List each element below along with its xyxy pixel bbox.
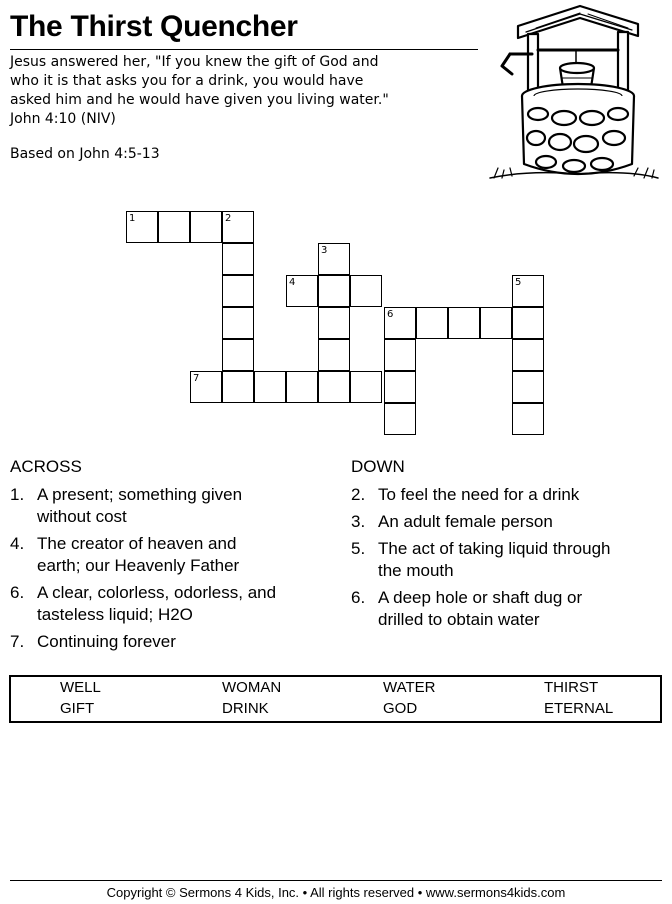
down-heading: DOWN — [351, 457, 405, 476]
clue-number: 6 — [387, 309, 394, 320]
clue-line: A present; something given — [37, 485, 243, 504]
crossword-cell[interactable] — [222, 275, 254, 307]
across-clue — [10, 533, 340, 577]
clue-line: the mouth — [378, 561, 454, 580]
clue-line: A deep hole or shaft dug or — [378, 588, 583, 607]
crossword-cell[interactable] — [318, 371, 350, 403]
down-clue — [351, 587, 661, 631]
crossword-cell[interactable] — [318, 339, 350, 371]
clue-line: The act of taking liquid through — [378, 539, 611, 558]
word-bank-word: GOD — [383, 700, 418, 717]
word-bank-word: GIFT — [60, 700, 95, 717]
crossword-cell[interactable] — [512, 403, 544, 435]
crossword-cell[interactable] — [384, 403, 416, 435]
clue-index: 5. — [351, 539, 366, 558]
clue-number: 1 — [129, 213, 136, 224]
clue-index: 6. — [10, 583, 25, 602]
across-heading: ACROSS — [10, 457, 82, 476]
crossword-cell[interactable] — [318, 307, 350, 339]
across-clue — [10, 484, 340, 528]
clue-line: drilled to obtain water — [378, 610, 540, 629]
scripture-line: who it is that asks you for a drink, you would have — [10, 73, 364, 89]
crossword-cell[interactable] — [126, 211, 158, 243]
crossword-cell[interactable] — [222, 371, 254, 403]
clue-index: 7. — [10, 632, 25, 651]
word-bank — [9, 675, 662, 723]
across-clues — [10, 456, 340, 658]
crossword-cell[interactable] — [350, 371, 382, 403]
title-divider — [10, 49, 478, 50]
crossword-cell[interactable] — [286, 275, 318, 307]
page-title: The Thirst Quencher — [10, 10, 298, 43]
word-bank-word: DRINK — [222, 700, 269, 717]
clue-line: tasteless liquid; H2O — [37, 605, 193, 624]
across-clue — [10, 631, 340, 653]
down-clues — [351, 456, 661, 636]
clue-index: 4. — [10, 534, 25, 553]
clue-index: 2. — [351, 485, 366, 504]
word-bank-word: THIRST — [544, 679, 599, 696]
crossword-cell[interactable] — [512, 339, 544, 371]
crossword-cell[interactable] — [512, 307, 544, 339]
clue-line: without cost — [37, 507, 127, 526]
crossword-cell[interactable] — [286, 371, 318, 403]
clue-number: 7 — [193, 373, 200, 384]
clue-line: Continuing forever — [37, 632, 176, 651]
down-clue — [351, 511, 661, 533]
word-bank-word: WELL — [60, 679, 101, 696]
based-on-reference: Based on John 4:5-13 — [10, 146, 160, 162]
crossword-cell[interactable] — [512, 275, 544, 307]
footer-divider — [10, 880, 662, 881]
crossword-cell[interactable] — [318, 275, 350, 307]
well-icon — [488, 2, 660, 188]
clue-number: 4 — [289, 277, 296, 288]
word-bank-word: WATER — [383, 679, 436, 696]
crossword-cell[interactable] — [190, 211, 222, 243]
crossword-cell[interactable] — [222, 307, 254, 339]
clue-number: 3 — [321, 245, 328, 256]
down-clue — [351, 538, 661, 582]
down-clue — [351, 484, 661, 506]
crossword-cell[interactable] — [384, 371, 416, 403]
scripture-line: asked him and he would have given you living water." — [10, 92, 389, 108]
clue-number: 5 — [515, 277, 522, 288]
clue-index: 3. — [351, 512, 366, 531]
copyright-footer: Copyright © Sermons 4 Kids, Inc. • All rights reserved • www.sermons4kids.com — [106, 885, 566, 900]
crossword-cell[interactable] — [190, 371, 222, 403]
across-clue — [10, 582, 340, 626]
crossword-cell[interactable] — [448, 307, 480, 339]
crossword-cell[interactable] — [512, 371, 544, 403]
scripture-reference: John 4:10 (NIV) — [10, 111, 116, 127]
crossword-cell[interactable] — [318, 243, 350, 275]
clue-line: earth; our Heavenly Father — [37, 556, 240, 575]
clue-line: To feel the need for a drink — [378, 485, 580, 504]
crossword-cell[interactable] — [222, 211, 254, 243]
clue-number: 2 — [225, 213, 232, 224]
clue-index: 6. — [351, 588, 366, 607]
crossword-cell[interactable] — [158, 211, 190, 243]
scripture-quote — [10, 53, 485, 129]
clue-line: A clear, colorless, odorless, and — [37, 583, 277, 602]
crossword-cell[interactable] — [254, 371, 286, 403]
clue-line: The creator of heaven and — [37, 534, 237, 553]
crossword-cell[interactable] — [384, 339, 416, 371]
clue-line: An adult female person — [378, 512, 553, 531]
crossword-cell[interactable] — [222, 243, 254, 275]
scripture-line: Jesus answered her, "If you knew the gift of God and — [10, 54, 379, 70]
crossword-cell[interactable] — [384, 307, 416, 339]
crossword-cell[interactable] — [416, 307, 448, 339]
crossword-cell[interactable] — [350, 275, 382, 307]
clue-index: 1. — [10, 485, 25, 504]
word-bank-word: WOMAN — [222, 679, 282, 696]
crossword-cell[interactable] — [480, 307, 512, 339]
crossword-cell[interactable] — [222, 339, 254, 371]
word-bank-word: ETERNAL — [544, 700, 614, 717]
